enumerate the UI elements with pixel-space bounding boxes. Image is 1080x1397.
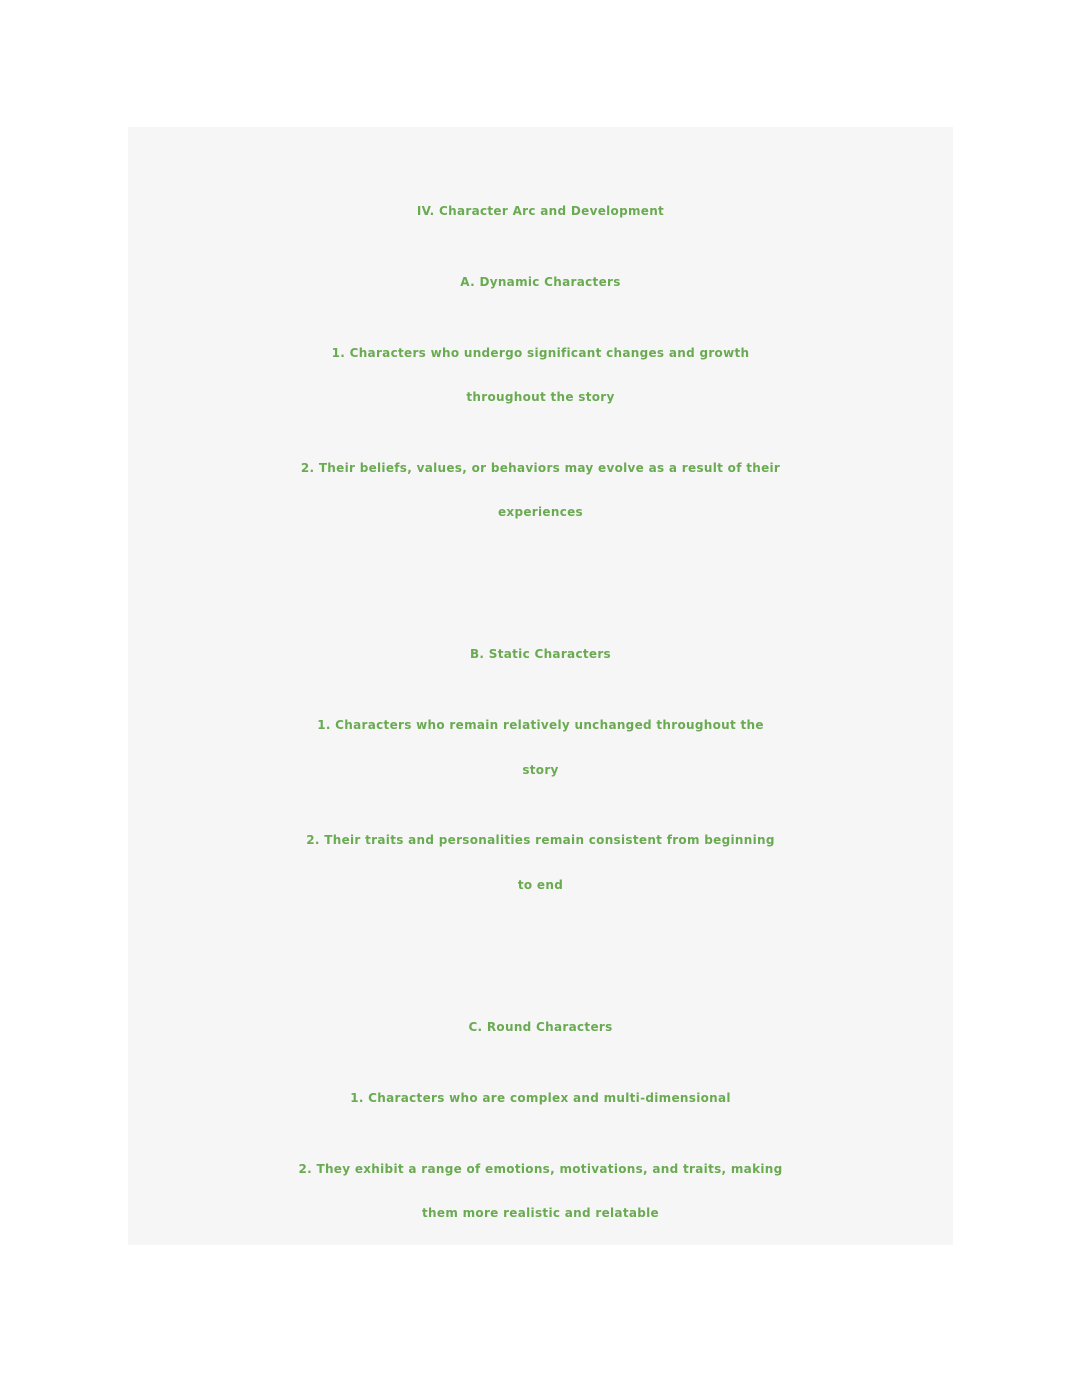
section-title-dynamic: A. Dynamic Characters <box>460 275 621 289</box>
outline-heading: IV. Character Arc and Development <box>416 204 665 218</box>
document-panel <box>128 127 953 1245</box>
point-text: 1. Characters who undergo significant changes and growth <box>331 346 750 360</box>
point-text: 1. Characters who remain relatively unchanged throughout the <box>317 718 764 732</box>
point-text: 2. They exhibit a range of emotions, motivations, and traits, making <box>298 1162 783 1176</box>
point-text-continued: them more realistic and relatable <box>422 1206 659 1220</box>
point-text-continued: throughout the story <box>466 390 615 404</box>
section-title-static: B. Static Characters <box>469 647 611 661</box>
point-text-continued: story <box>522 763 559 777</box>
point-text: 1. Characters who are complex and multi-dimensional <box>350 1091 731 1105</box>
point-text-continued: experiences <box>497 505 583 519</box>
point-text: 2. Their beliefs, values, or behaviors may evolve as a result of their <box>300 461 781 475</box>
point-text-continued: to end <box>517 878 564 892</box>
section-title-round: C. Round Characters <box>468 1020 613 1034</box>
point-text: 2. Their traits and personalities remain consistent from beginning <box>306 833 775 847</box>
